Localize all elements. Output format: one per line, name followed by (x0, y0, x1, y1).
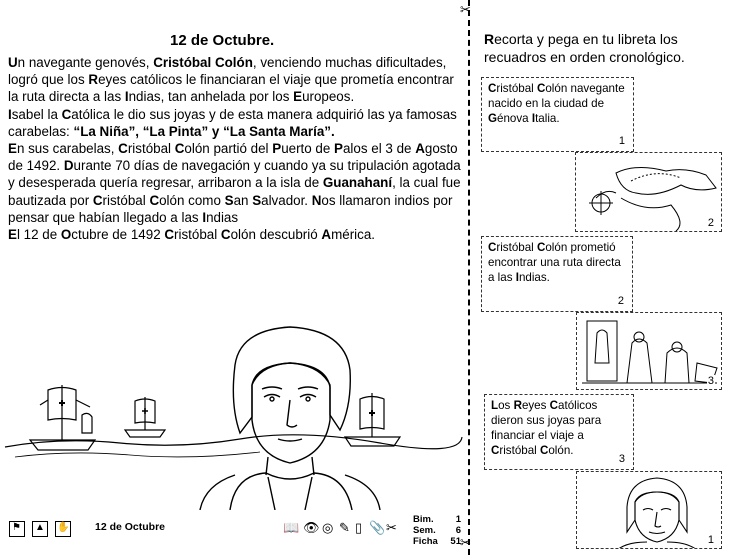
footer-title: 12 de Octubre (95, 521, 166, 533)
bold-text: C (61, 106, 72, 122)
text-run: urante 70 días de navegación y cuando ya su tripulación agotada y desesperada quería regresar, arribaron a la isla de (8, 158, 461, 191)
text-run: sabel la (11, 106, 62, 122)
text-run: atólica le dio sus joyas y de esta manera adquirió las ya famosas carabelas: (8, 106, 457, 139)
text-run: os (498, 399, 514, 412)
bold-text: I (531, 112, 536, 125)
text-run: énova (497, 112, 532, 125)
bold-text: C (488, 241, 497, 254)
ship-left (30, 385, 95, 450)
ficha-value: 51 (450, 536, 461, 547)
bold-text: P (334, 141, 343, 157)
bold-text: N (311, 192, 322, 208)
text-run: eyes católicos le financiaran el viaje que prometía encontrar la ruta directa a las (8, 72, 454, 105)
book-icon: 📖 (283, 520, 300, 535)
bim-value: 1 (455, 514, 461, 525)
text-run: gosto de 1492. (8, 141, 458, 174)
bold-text: I (202, 209, 207, 225)
royal-scene-drawing (577, 313, 722, 390)
text-run: ristóbal (174, 227, 221, 243)
paragraph-2 (8, 106, 463, 140)
text-run: ndias, tan anhelada por los (128, 89, 294, 105)
bold-text: C (149, 192, 160, 208)
bold-text: I (124, 89, 129, 105)
ship-middle (125, 397, 165, 437)
bold-text: A (321, 227, 332, 243)
triangle-icon: ▲ (35, 522, 45, 533)
text-run: n sus carabelas, (16, 141, 119, 157)
flag-icon: ⚑ (12, 522, 21, 533)
target-icon: ◎ (322, 520, 334, 535)
text-run: an (233, 192, 253, 208)
text-run: olón prometió encontrar una ruta directa a las (488, 241, 621, 284)
bold-text: C (220, 227, 231, 243)
map-drawing (576, 153, 722, 232)
text-run: olón como (159, 192, 225, 208)
text-run: ristóbal (127, 141, 175, 157)
bold-text: C (549, 399, 559, 412)
bold-text: R (513, 399, 522, 412)
card-1-text (488, 82, 625, 125)
portrait-drawing (577, 472, 722, 549)
footer-icon-box-1 (9, 521, 25, 537)
text-run: ctubre de 1492 (71, 227, 165, 243)
pencil-icon: ✎ (339, 520, 350, 535)
scissors-icon-bottom: ✂ (460, 535, 471, 550)
bold-text: A (415, 141, 425, 157)
bold-text: S (252, 192, 262, 208)
cutout-royal-scene[interactable] (576, 312, 722, 390)
text-run: ristóbal (499, 444, 540, 457)
text-run: n navegante genovés, (17, 55, 154, 70)
eye-icon: 👁 (303, 520, 320, 535)
text-run: ecorta y pega en tu libreta los recuadros en orden cronológico. (484, 31, 685, 65)
text-run: ristóbal (102, 192, 150, 208)
text-run: alvador. (261, 192, 312, 208)
bim-label: Bim. (413, 514, 434, 525)
bold-text: Guanahaní (322, 175, 393, 191)
royal-scene-number: 3 (707, 375, 714, 387)
worksheet-meta (413, 514, 461, 547)
columbus-illustration (0, 325, 465, 510)
text-run: atólicos dieron sus joyas para financiar el viaje a (491, 399, 602, 442)
card-2-number: 2 (617, 295, 624, 307)
bold-text: E (293, 89, 303, 105)
text-run: olón. (548, 444, 574, 457)
portrait-number: 1 (707, 534, 714, 546)
bold-text: E (8, 227, 17, 243)
cutout-card-2[interactable] (481, 236, 633, 312)
bold-text: R (484, 31, 495, 47)
bold-text: D (63, 158, 74, 174)
text-run: alos el 3 de (342, 141, 416, 157)
columbus-portrait (200, 327, 380, 510)
bold-text: P (272, 141, 282, 157)
card-2-text (488, 241, 621, 284)
bold-text: “La Niña”, “La Pinta” y “La Santa María”. (73, 123, 335, 139)
map-number: 2 (707, 217, 714, 229)
cut-line (468, 0, 470, 555)
text-run: mérica. (331, 227, 375, 243)
ficha-label: Ficha (413, 536, 438, 547)
bold-text: C (92, 192, 103, 208)
paragraph-3 (8, 140, 463, 226)
sem-label: Sem. (413, 525, 436, 536)
card-3-number: 3 (618, 453, 625, 465)
page-title: 12 de Octubre. (170, 32, 275, 49)
text-run: eyes (521, 399, 550, 412)
bold-text: E (8, 141, 17, 157)
paragraph-1 (8, 54, 463, 106)
paragraph-4 (8, 226, 463, 243)
bold-text: S (224, 192, 234, 208)
scissors-icon: ✂ (460, 2, 471, 17)
instructions (484, 30, 732, 66)
text-run: talia. (535, 112, 560, 125)
text-run: uerto de (281, 141, 335, 157)
bold-text: C (539, 444, 549, 457)
bold-text: C (174, 141, 185, 157)
text-run: l 12 de (16, 227, 61, 243)
bold-text: C (536, 241, 546, 254)
sem-value: 6 (455, 525, 461, 536)
story-text (8, 54, 463, 243)
paperclip-icon: 📎 (369, 520, 386, 535)
bold-text: I (515, 271, 519, 284)
text-run: olón descubrió (230, 227, 322, 243)
text-run: ndias (206, 209, 239, 225)
text-run: os llamaron indios por pensar que habían llegado a las (8, 192, 453, 225)
scissors-small-icon: ✂ (386, 520, 397, 535)
bold-text: I (8, 106, 12, 122)
cutout-card-1[interactable] (481, 77, 634, 152)
bold-text: G (488, 112, 498, 125)
bold-text: C (536, 82, 546, 95)
glue-icon: ▯ (355, 520, 363, 535)
card-3-text (491, 399, 601, 457)
bold-text: L (491, 399, 499, 412)
bold-text: Cristóbal Colón (153, 55, 253, 70)
cutout-map[interactable] (575, 152, 722, 232)
text-run: , la cual fue bautizada por (8, 175, 461, 208)
bold-text: C (118, 141, 128, 157)
text-run: olón navegante nacido en la ciudad de (488, 82, 625, 110)
text-run: olón partió del (184, 141, 273, 157)
text-run: , venciendo muchas dificultades, logró que los (8, 55, 447, 88)
bold-text: C (491, 444, 500, 457)
text-run: ristóbal (496, 82, 537, 95)
text-run: ristóbal (496, 241, 537, 254)
bold-text: C (164, 227, 175, 243)
ship-right (345, 393, 400, 446)
cutout-portrait[interactable] (576, 471, 722, 549)
text-run: ndias. (518, 271, 550, 284)
footer-icon-box-2 (32, 521, 48, 537)
footer-icon-box-3 (55, 521, 71, 537)
cutout-card-3[interactable] (484, 394, 634, 470)
bold-text: C (488, 82, 497, 95)
bold-text: U (8, 55, 18, 70)
bold-text: R (88, 72, 99, 88)
bold-text: O (60, 227, 72, 243)
card-1-number: 1 (618, 135, 625, 147)
text-run: uropeos. (302, 89, 355, 105)
hand-icon: ✋ (57, 522, 70, 533)
